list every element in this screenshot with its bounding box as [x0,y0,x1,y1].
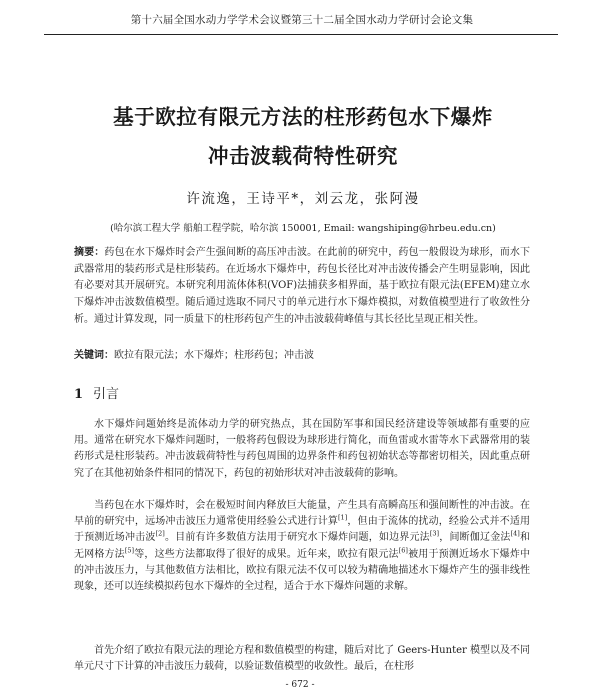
citation: [6] [398,546,408,555]
running-head: 第十六届全国水动力学学术会议暨第三十二届全国水动力学研讨会论文集 [130,14,474,26]
section-heading [74,383,119,402]
section-number: 1 [74,387,84,402]
section-title: 引言 [93,387,120,402]
citation: [5] [124,546,135,555]
body-paragraph-2 [74,498,530,595]
keywords-label: 关键词： [74,350,114,361]
paper-title-line-1: 基于欧拉有限元方法的柱形药包水下爆炸 [113,105,493,129]
page-number: - 672 - [285,680,315,690]
p2-text: ，但由于流体的扰动，经验公式并不适用于预测近场冲击波 [74,516,531,544]
affiliation: (哈尔滨工程大学 船舶工程学院，哈尔滨 150001, Email: wangshiping@hrbeu.edu.cn) [110,223,496,234]
p2-text: 。目前有许多数值方法用于研究水下爆炸问题，如边界元法 [164,532,430,544]
p2-text: 和无网格方法 [74,532,531,560]
keywords-text: 欧拉有限元法；水下爆炸；柱形药包；冲击波 [114,350,314,361]
body-paragraph-3: 首先介绍了欧拉有限元法的理论方程和数值模型的构建，随后对比了 Geers-Hunter 模型以及不同单元尺寸下计算的冲击波压力载荷，以验证数值模型的收敛性。最后，在柱形 [74,645,530,673]
p2-text: 等，这些方法都取得了很好的成果。近年来，欧拉有限元法 [134,548,399,560]
citation: [2] [155,530,165,539]
keywords [74,346,530,361]
authors: 许流逸，王诗平*，刘云龙，张阿漫 [186,191,420,207]
paper-title-line-2: 冲击波载荷特性研究 [208,144,398,168]
citation: [3] [429,530,440,539]
citation: [1] [338,513,348,522]
p2-text: 当药包在水下爆炸时，会在极短时间内释放巨大能量，产生具有高瞬高压和强间断性的冲击波。在早前的研究中，远场冲击波压力通常使用经验公式进行计算 [74,500,530,528]
header-rule [44,34,558,35]
p2-text: 被用于预测近场水下爆炸中的冲击波压力，与其他数值方法相比，欧拉有限元法不仅可以较为精确地描述水下爆炸产生的强非线性现象，还可以连续模拟药包水下爆炸的全过程，适合于水下爆炸问题的求解。 [74,548,530,593]
p2-text: ，间断伽辽金法 [439,532,511,544]
abstract [74,245,530,329]
body-paragraph-1: 水下爆炸问题始终是流体动力学的研究热点，其在国防军事和国民经济建设等领域都有重要的应用。通常在研究水下爆炸问题时，一般将药包假设为球形进行简化，而鱼雷或水雷等水下武器常用的装药形式是柱形装药。冲击波载荷特性与药包周围的边界条件和药包初始状态等都密切相关，因此重点研究了在其他初始条件相同的情况下，药包的初始形状对冲击波载荷的影响。 [74,419,530,479]
abstract-label: 摘要： [74,247,105,258]
citation: [4] [510,530,520,539]
abstract-text: 药包在水下爆炸时会产生强间断的高压冲击波。在此前的研究中，药包一般假设为球形，而水下武器常用的装药形式是柱形装药。在近场水下爆炸中，药包长径比对冲击波传播会产生明显影响，因此有必要对其开展研究。本研究利用流体体积(VOF)法捕获多相界面，基于欧拉有限元法(EFEM)建立水下爆炸冲击波数值模型。随后通过选取不同尺寸的单元进行水下爆炸模拟，对数值模型进行了收敛性分析。通过计算发现，同一质量下的柱形药包产生的冲击波载荷峰值与其长径比呈现正相关性。 [74,247,531,325]
